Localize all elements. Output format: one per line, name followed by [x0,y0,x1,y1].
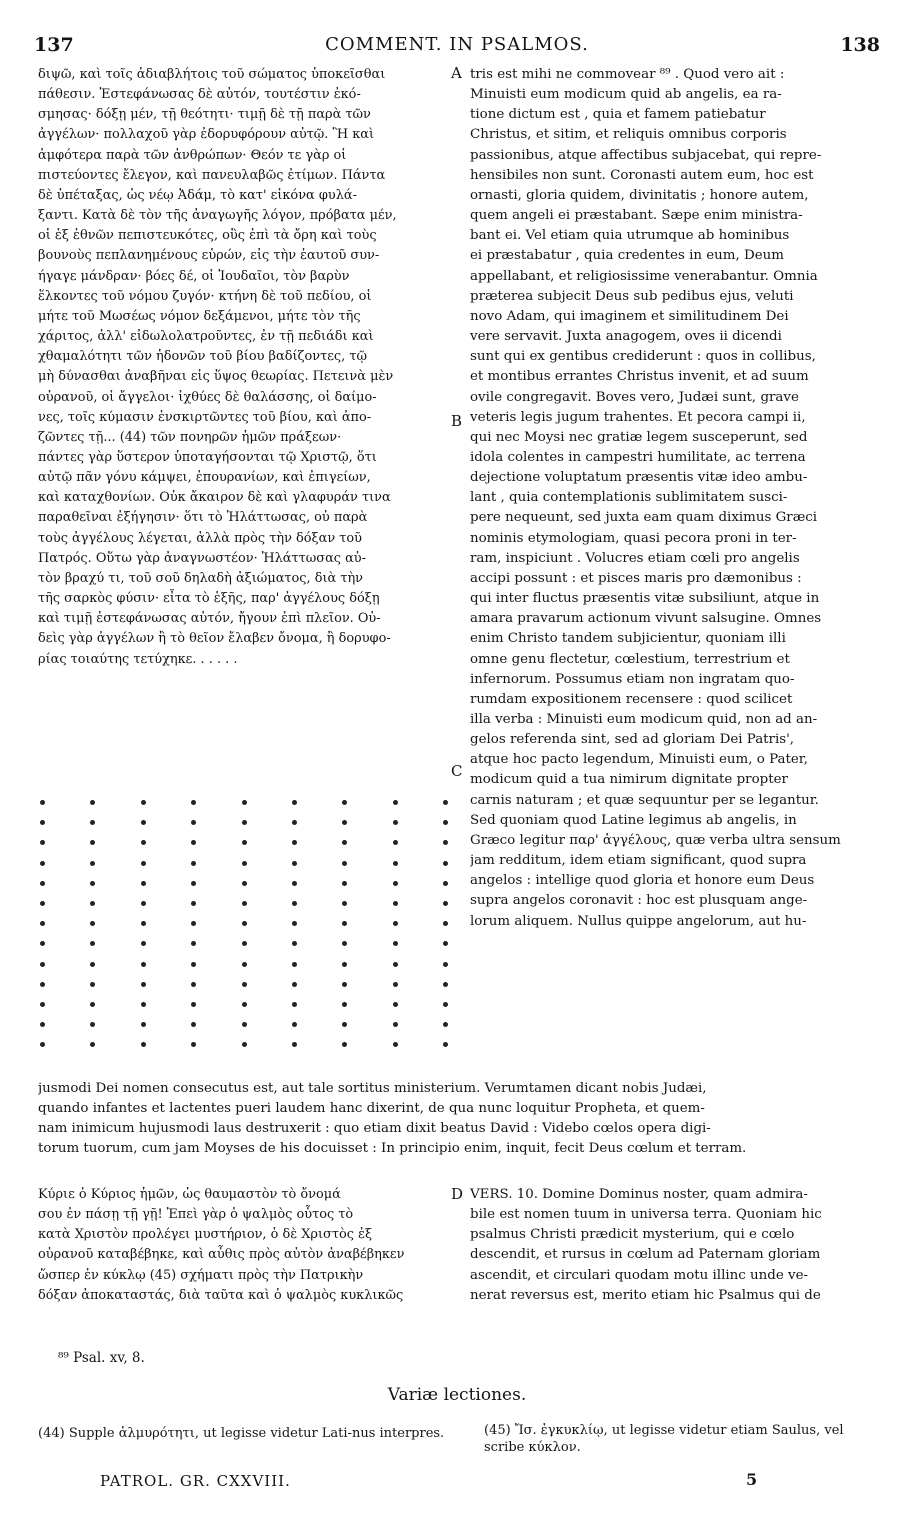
latin-text-line: et montibus errantes Christus invenit, et ad suum [470,369,809,385]
lacuna-dot-row [40,982,448,987]
lacuna-dot-row [40,881,448,886]
lacuna-dot [292,962,297,967]
lacuna-dot [292,800,297,805]
lacuna-dot-row [40,861,448,866]
lacuna-dot [342,1002,347,1007]
lacuna-dot [393,982,398,987]
latin-text-line: veteris legis jugum trahentes. Et pecora campi ii, [470,409,806,425]
lacuna-dot [90,881,95,886]
lacuna-dot [443,901,448,906]
lacuna-dot [342,901,347,906]
greek-text-line: πάντες γὰρ ὕστερον ὑποταγήσονται τῷ Χριστῷ, ὅτι [38,449,377,465]
lacuna-dot [242,982,247,987]
lacuna-dot [242,800,247,805]
lacuna-dot [393,901,398,906]
variae-lectiones-title: Variæ lectiones. [387,1385,527,1405]
lacuna-dot [443,1022,448,1027]
latin-text-line: descendit, et rursus in cœlum ad Paternam gloriam [470,1247,821,1263]
lacuna-dot [292,1022,297,1027]
latin-text-line: bile est nomen tuum in universa terra. Quoniam hic [470,1207,822,1223]
latin-text-line: enim Christo tandem subjicientur, quoniam illi [470,631,786,647]
lacuna-dot-row [40,1002,448,1007]
margin-letter-a: A [451,64,462,82]
latin-text-line: jam redditum, idem etiam significant, quod supra [470,853,807,869]
lacuna-dot [342,941,347,946]
latin-text-line: pere nequeunt, sed juxta eam quam diximus Græci [470,510,818,526]
latin-text-line: novo Adam, qui imaginem et similitudinem Dei [470,308,789,324]
latin-text-line: psalmus Christi prædicit mysterium, qui e cœlo [470,1227,795,1243]
lacuna-dot [242,1022,247,1027]
lacuna-dot [292,861,297,866]
lacuna-dot [141,1042,146,1047]
lacuna-dot [242,1042,247,1047]
lacuna-dot [242,840,247,845]
lacuna-dots [40,800,448,1062]
lacuna-dot [443,800,448,805]
latin-text-line: appellabant, et religiosissime venerabantur. Omnia [470,268,818,284]
lacuna-dot [393,1042,398,1047]
lacuna-dot [191,861,196,866]
lacuna-dot [90,1022,95,1027]
lacuna-dot [191,1042,196,1047]
lacuna-dot [191,800,196,805]
lacuna-dot [90,1042,95,1047]
lacuna-dot [141,861,146,866]
lacuna-dot [141,982,146,987]
lacuna-dot [191,941,196,946]
latin-text-line: carnis naturam ; et quæ sequuntur per se legantur. [470,792,819,808]
greek-text-line: ἕλκοντες τοῦ νόμου ζυγόν· κτήνη δὲ τοῦ πεδίου, οἱ [38,288,372,304]
latin-text-line: hensibiles non sunt. Coronasti autem eum, hoc est [470,167,814,183]
lacuna-dot [90,800,95,805]
lacuna-dot [141,840,146,845]
lacuna-dot [90,861,95,866]
lacuna-dot [242,1002,247,1007]
greek-text-line: βουνοὺς πεπλανημένους εὑρών, εἰς τὴν ἑαυτοῦ συν- [38,248,380,264]
latin-text-line: VERS. 10. Domine Dominus noster, quam admira- [470,1187,808,1202]
greek-text-line: τῆς σαρκὸς φύσιν· εἶτα τὸ ἑξῆς, παρ' ἀγγέλους δόξῃ [38,591,380,607]
lacuna-dot [141,800,146,805]
greek-text-line: τοὺς ἀγγέλους λέγεται, ἀλλὰ πρὸς τὴν δόξαν τοῦ [38,530,362,546]
greek-text-line: πιστεύοντες ἔλεγον, καὶ πανευλαβῶς ἐτίμων. Πάντα [38,167,386,183]
lacuna-dot [40,921,45,926]
lacuna-dot [191,820,196,825]
lacuna-dot [141,901,146,906]
margin-letter-c: C [451,762,463,780]
lacuna-dot [141,962,146,967]
full-width-text-line: quando infantes et lactentes pueri laudem hanc dixerint, de qua nunc loquitur Propheta, et quem- [38,1101,705,1117]
lacuna-dot [141,921,146,926]
lacuna-dot [393,820,398,825]
latin-text-line: Græco legitur παρ' ἀγγέλους, quæ verba ultra sensum [470,832,841,848]
lacuna-dot [191,1022,196,1027]
lacuna-dot [443,941,448,946]
lacuna-dot [90,941,95,946]
full-width-text-line: nam inimicum hujusmodi laus destruxerit : quo etiam dixit beatus David : Videbo cœlos opera digi- [38,1121,711,1137]
lacuna-dot [342,1022,347,1027]
lacuna-dot [393,921,398,926]
lacuna-dot [443,1002,448,1007]
lacuna-dot [40,1022,45,1027]
lacuna-dot [242,820,247,825]
latin-text-line: supra angelos coronavit : hoc est plusquam ange- [470,893,808,909]
latin-text-line: sunt qui ex gentibus crediderunt : quos in collibus, [470,349,816,365]
page-number-left: 137 [34,34,74,56]
greek-text-line: χθαμαλότητι τῶν ἡδονῶν τοῦ βίου βαδίζοντες, τῷ [38,349,367,365]
lacuna-dot [443,820,448,825]
lacuna-dot [443,982,448,987]
latin-text-line: modicum quid a tua nimirum dignitate propter [470,772,788,788]
lacuna-dot-row [40,800,448,805]
lacuna-dot-row [40,840,448,845]
greek-text-line: μήτε τοῦ Μωσέως νόμον δεξάμενοι, μήτε τὸν τῆς [38,308,361,324]
greek-text-line: σου ἐν πάσῃ τῇ γῇ! Ἐπεὶ γὰρ ὁ ψαλμὸς οὗτος τὸ [38,1207,354,1223]
lacuna-dot-row [40,921,448,926]
latin-text-line: dejectione voluptatum præsentis vitæ ideo ambu- [470,470,808,486]
latin-text-line: atque hoc pacto legendum, Minuisti eum, o Pater, [470,752,808,768]
lacuna-dot [393,1022,398,1027]
lacuna-dot [342,962,347,967]
greek-text-line: ἀμφότερα παρὰ τῶν ἀνθρώπων· Θεόν τε γὰρ οἱ [38,147,347,163]
lacuna-dot [90,1002,95,1007]
greek-text-line: χάριτος, ἀλλ' εἰδωλολατροῦντες, ἐν τῇ πεδιάδι καὶ [38,329,374,345]
page-header [34,34,880,60]
lacuna-dot [292,1042,297,1047]
lacuna-dot [342,861,347,866]
lacuna-dot [141,1002,146,1007]
margin-letter-d: D [451,1185,464,1203]
greek-text-line: ήγαγε μάνδραν· βόες δέ, οἱ Ἰουδαῖοι, τὸν βαρὺν [38,268,350,284]
latin-text-line: ovile congregavit. Boves vero, Judæi sunt, grave [470,389,799,405]
greek-text-line: τὸν βραχύ τι, τοῦ σοῦ δηλαδὴ ἀξιώματος, διὰ τὴν [38,570,364,586]
lacuna-dot [141,1022,146,1027]
greek-text-line: καὶ καταχθονίων. Οὐκ ἄκαιρον δὲ καὶ γλαφυράν τινα [38,490,391,506]
latin-text-line: Minuisti eum modicum quid ab angelis, ea ra- [470,87,782,103]
latin-text-line: ram, inspiciunt . Volucres etiam cœli pro angelis [470,550,800,566]
latin-text-line: passionibus, atque affectibus subjacebat, qui repre- [470,147,822,163]
latin-text-line: illa verba : Minuisti eum modicum quid, non ad an- [470,712,818,727]
lacuna-dot [292,941,297,946]
latin-text-line: qui nec Moysi nec gratiæ legem susceperunt, sed [470,429,808,445]
latin-text-line: angelos : intellige quod gloria et honore eum Deus [470,873,815,889]
latin-text-line: bant ei. Vel etiam quia utrumque ab hominibus [470,228,790,244]
lacuna-dot [90,982,95,987]
lacuna-dot [342,800,347,805]
greek-text-line: αὐτῷ πᾶν γόνυ κάμψει, ἐπουρανίων, καὶ ἐπιγείων, [38,470,371,486]
lacuna-dot [443,1042,448,1047]
lacuna-dot [40,820,45,825]
greek-text-line: ρίας τοιαύτης τετύχηκε. . . . . . [38,651,238,667]
lacuna-dot [191,962,196,967]
latin-text-line: gelos referenda sint, sed ad gloriam Dei Patris', [470,732,795,748]
full-width-text-line: jusmodi Dei nomen consecutus est, aut tale sortitus ministerium. Verumtamen dicant nobis Judæi, [38,1081,707,1096]
full-width-latin [38,1079,878,1160]
latin-text-line: ascendit, et circulari quodam motu illinc unde ve- [470,1267,809,1283]
greek-text-line: διψῶ, καὶ τοῖς ἀδιαβλήτοις τοῦ σώματος ὑποκεῖσθαι [38,67,386,82]
greek-text-line: καὶ τιμῇ ἐστεφάνωσας αὐτόν, ἤγουν ἐπὶ πλεῖον. Οὐ- [38,611,381,627]
full-width-text-line: torum tuorum, cum jam Moyses de his docuisset : In principio enim, inquit, fecit Deus cœlum et terram. [38,1141,747,1157]
lacuna-dot [292,982,297,987]
running-head: COMMENT. IN PSALMOS. [325,34,589,55]
lacuna-dot [393,962,398,967]
margin-letter-b: B [451,412,463,430]
lacuna-dot [242,881,247,886]
lacuna-dot [90,921,95,926]
lacuna-dot [292,840,297,845]
latin-text-line: Christus, et sitim, et reliquis omnibus corporis [470,127,787,143]
lacuna-dot [141,820,146,825]
latin-text-line: tris est mihi ne commovear ⁸⁹ . Quod vero ait : [470,67,785,82]
latin-text-line: ornasti, gloria quidem, divinitatis ; honore autem, [470,187,809,203]
lacuna-dot [292,1002,297,1007]
greek-column [38,65,446,670]
lacuna-dot [393,881,398,886]
lacuna-dot [40,861,45,866]
greek-text-line: οὐρανοῦ, οἱ ἄγγελοι· ἰχθύες δὲ θαλάσσης, οἱ δαίμο- [38,389,377,405]
lacuna-dot [90,962,95,967]
greek-text-line: δὲ ὑπέταξας, ὡς νέῳ Ἀδάμ, τὸ κατ' εἰκόνα φυλά- [38,187,357,203]
greek-text-line: κατὰ Χριστὸν προλέγει μυστήριον, ὁ δὲ Χριστὸς ἐξ [38,1227,373,1243]
lacuna-dot [191,982,196,987]
latin-text-line: Sed quoniam quod Latine legimus ab angelis, in [470,812,797,828]
lacuna-dot [40,800,45,805]
lacuna-dot [90,840,95,845]
lacuna-dot [342,881,347,886]
greek-text-line: δεὶς γὰρ ἀγγέλων ἢ τὸ θεῖον ἔλαβεν ὄνομα, ἢ δορυφο- [38,631,391,647]
greek-text-line: ξαντι. Κατὰ δὲ τὸν τῆς ἀναγωγῆς λόγον, πρόβατα μέν, [38,208,397,224]
latin-column [470,65,878,932]
lacuna-dot [191,840,196,845]
latin-text-line: omne genu flectetur, cœlestium, terrestrium et [470,651,790,667]
page-number-right: 138 [840,34,880,56]
lacuna-dot [292,881,297,886]
lacuna-dot [242,941,247,946]
lacuna-dot [191,881,196,886]
lacuna-dot [40,982,45,987]
latin-column-verse-10 [470,1185,878,1306]
latin-text-line: idola colentes in campestri humilitate, ac terrena [470,449,806,465]
lacuna-dot-row [40,901,448,906]
latin-text-line: amara pravarum actionum vivunt salsugine. Omnes [470,611,822,627]
lacuna-dot-row [40,962,448,967]
lacuna-dot [40,1002,45,1007]
lacuna-dot [292,921,297,926]
latin-text-line: tione dictum est , quia et famem patiebatur [470,107,766,123]
greek-text-line: σμησας· δόξῃ μέν, τῇ θεότητι· τιμῇ δὲ τῇ παρὰ τῶν [38,107,371,123]
greek-text-line: Πατρός. Οὕτω γὰρ ἀναγνωστέον· Ἠλάττωσας αὐ- [38,550,366,566]
lacuna-dot [443,962,448,967]
lacuna-dot [40,962,45,967]
lacuna-dot-row [40,820,448,825]
latin-text-line: lant , quia contemplationis sublimitatem susci- [470,490,788,506]
latin-text-line: ei præstabatur , quia credentes in eum, Deum [470,248,784,264]
lacuna-dot [342,820,347,825]
variant-reading-44: (44) Supple ἁλμυρότητι, ut legisse videtur Lati-nus interpres. [38,1426,445,1441]
latin-text-line: vere servavit. Juxta anagogem, oves ii dicendi [470,329,782,345]
footnote: ⁸⁹ Psal. xv, 8. [58,1350,145,1366]
lacuna-dot [342,921,347,926]
lacuna-dot [393,1002,398,1007]
lacuna-dot [242,921,247,926]
lacuna-dot-row [40,1042,448,1047]
greek-text-line: οὐρανοῦ καταβέβηκε, καὶ αὖθις πρὸς αὐτὸν ἀναβέβηκεν [38,1247,405,1263]
greek-text-line: ζῶντες τῇ... (44) τῶν πονηρῶν ἡμῶν πράξεων· [38,429,342,445]
greek-text-line: πάθεσιν. Ἐστεφάνωσας δὲ αὐτόν, τουτέστιν ἐκό- [38,87,361,103]
lacuna-dot [191,1002,196,1007]
lacuna-dot [40,941,45,946]
lacuna-dot-row [40,1022,448,1027]
sheet-signature: 5 [746,1470,758,1489]
greek-text-line: δόξαν ἀποκαταστάς, διὰ ταῦτα καὶ ὁ ψαλμὸς κυκλικῶς [38,1287,404,1303]
lacuna-dot [443,861,448,866]
greek-text-line: Κύριε ὁ Κύριος ἡμῶν, ὡς θαυμαστὸν τὸ ὄνομά [38,1187,341,1202]
latin-text-line: infernorum. Possumus etiam non ingratam quo- [470,671,795,687]
lacuna-dot [191,901,196,906]
lacuna-dot [242,861,247,866]
greek-text-line: παραθεῖναι ἐξήγησιν· ὅτι τὸ Ἠλάττωσας, οὐ παρὰ [38,510,368,526]
lacuna-dot [393,840,398,845]
latin-text-line: accipi possunt : et pisces maris pro dæmonibus : [470,570,802,586]
greek-text-line: ἀγγέλων· πολλαχοῦ γὰρ ἐδορυφόρουν αὐτῷ. Ἢ καὶ [38,127,375,143]
lacuna-dot [40,840,45,845]
lacuna-dot [443,881,448,886]
lacuna-dot-row [40,941,448,946]
lacuna-dot [40,1042,45,1047]
greek-text-line: οἱ ἐξ ἐθνῶν πεπιστευκότες, οὓς ἐπὶ τὰ ὄρη καὶ τοὺς [38,228,377,244]
lacuna-dot [393,941,398,946]
latin-text-line: præterea subjecit Deus sub pedibus ejus, veluti [470,288,794,304]
lacuna-dot [342,840,347,845]
lacuna-dot [141,881,146,886]
greek-text-line: μὴ δύνασθαι ἀναβῆναι εἰς ὕψος θεωρίας. Πετεινὰ μὲν [38,369,394,385]
greek-text-line: νες, τοῖς κύμασιν ἐνσκιρτῶντες τοῦ βίου, καὶ ἀπο- [38,409,372,425]
latin-text-line: quem angeli ei præstabant. Sæpe enim ministra- [470,208,803,224]
latin-text-line: nerat reversus est, merito etiam hic Psalmus qui de [470,1287,821,1303]
latin-text-line: qui inter fluctus præsentis vitæ subsiliunt, atque in [470,591,820,607]
lacuna-dot [292,820,297,825]
latin-text-line: rumdam expositionem recensere : quod scilicet [470,691,793,707]
lacuna-dot [342,982,347,987]
lacuna-dot [393,861,398,866]
lacuna-dot [292,901,297,906]
lacuna-dot [40,881,45,886]
lacuna-dot [90,901,95,906]
patrologia-signature: PATROL. GR. CXXVIII. [100,1472,291,1490]
lacuna-dot [443,840,448,845]
lacuna-dot [242,962,247,967]
variant-reading-45: (45) Ἴσ. ἐγκυκλίῳ, ut legisse videtur etiam Saulus, vel scribe κύκλον. [484,1423,844,1455]
lacuna-dot [141,941,146,946]
lacuna-dot [443,921,448,926]
lacuna-dot [342,1042,347,1047]
lacuna-dot [393,800,398,805]
greek-text-line: ὥσπερ ἐν κύκλῳ (45) σχήματι πρὸς τὴν Πατρικὴν [38,1267,364,1283]
greek-column-verse-10 [38,1185,446,1306]
lacuna-dot [191,921,196,926]
lacuna-dot [40,901,45,906]
lacuna-dot [242,901,247,906]
latin-text-line: lorum aliquem. Nullus quippe angelorum, aut hu- [470,913,807,929]
latin-text-line: nominis etymologiam, quasi pecora proni in ter- [470,530,797,546]
lacuna-dot [90,820,95,825]
